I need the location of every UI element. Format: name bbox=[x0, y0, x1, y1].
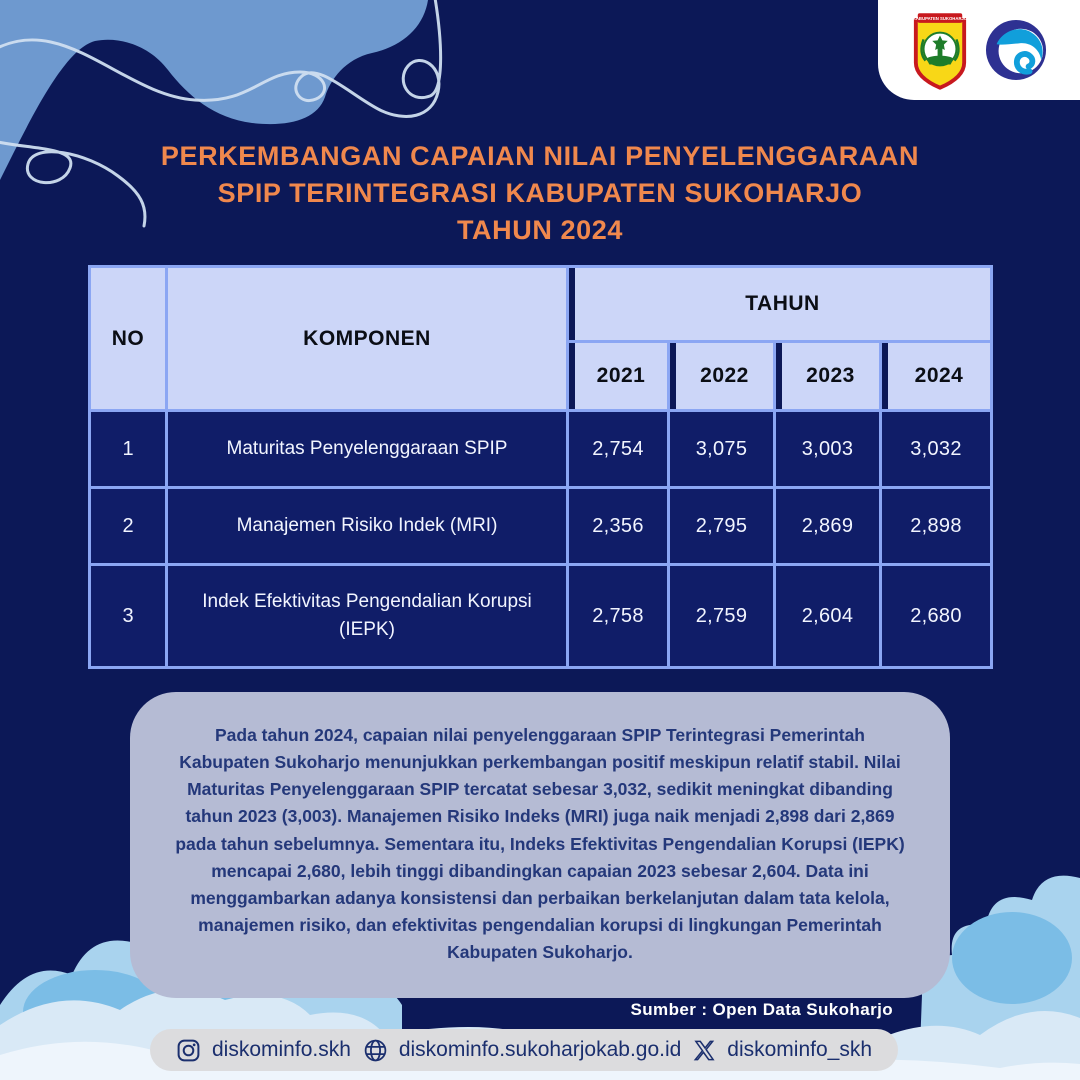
footer-bar bbox=[150, 1029, 898, 1071]
globe-icon bbox=[363, 1038, 388, 1063]
col-header-year-2021: 2021 bbox=[569, 343, 667, 409]
page-title-line-1: PERKEMBANGAN CAPAIAN NILAI PENYELENGGARAAN bbox=[160, 141, 920, 171]
table-row-1-value-2023: 3,003 bbox=[776, 412, 879, 486]
contact-instagram bbox=[176, 1038, 351, 1063]
contact-website bbox=[363, 1038, 682, 1063]
summary-box bbox=[130, 692, 950, 998]
table-row-2-value-2022: 2,795 bbox=[670, 489, 773, 563]
page-title bbox=[0, 138, 1080, 249]
sukoharjo-banner-text: KABUPATEN SUKOHARJO bbox=[912, 16, 968, 22]
table-row-3-no: 3 bbox=[91, 566, 165, 666]
col-header-tahun: TAHUN bbox=[569, 268, 990, 340]
kabupaten-sukoharjo-logo bbox=[911, 10, 969, 90]
table-row-2-no: 2 bbox=[91, 489, 165, 563]
instagram-icon bbox=[176, 1038, 201, 1063]
col-header-year-2023: 2023 bbox=[776, 343, 879, 409]
contact-website-label: diskominfo.sukoharjokab.go.id bbox=[398, 1038, 682, 1061]
x-twitter-icon bbox=[693, 1039, 716, 1062]
table-row-1-value-2024: 3,032 bbox=[882, 412, 990, 486]
table-row-2-value-2024: 2,898 bbox=[882, 489, 990, 563]
source-label: Sumber : Open Data Sukoharjo bbox=[630, 1000, 893, 1019]
col-header-komponen: KOMPONEN bbox=[168, 268, 566, 409]
page-title-line-2: SPIP TERINTEGRASI KABUPATEN SUKOHARJO bbox=[217, 178, 863, 208]
table-row-1-value-2022: 3,075 bbox=[670, 412, 773, 486]
table-row-3-value-2023: 2,604 bbox=[776, 566, 879, 666]
col-header-year-2024: 2024 bbox=[882, 343, 990, 409]
table-row-2-value-2021: 2,356 bbox=[569, 489, 667, 563]
page-title-line-3: TAHUN 2024 bbox=[456, 215, 624, 245]
table-row-2-value-2023: 2,869 bbox=[776, 489, 879, 563]
kominfo-logo bbox=[985, 19, 1047, 81]
cloud-patch bbox=[952, 912, 1072, 1004]
contact-x bbox=[693, 1038, 872, 1062]
col-header-year-2022: 2022 bbox=[670, 343, 773, 409]
table-row-3-komponen: Indek Efektivitas Pengendalian Korupsi (IEPK) bbox=[168, 566, 566, 666]
contact-x-label: diskominfo_skh bbox=[727, 1038, 872, 1061]
col-header-no: NO bbox=[91, 268, 165, 409]
data-table bbox=[88, 265, 993, 669]
table-row-2-komponen: Manajemen Risiko Indek (MRI) bbox=[168, 489, 566, 563]
table-row-1-no: 1 bbox=[91, 412, 165, 486]
table-row-3-value-2024: 2,680 bbox=[882, 566, 990, 666]
contact-instagram-label: diskominfo.skh bbox=[212, 1038, 351, 1061]
table-row-3-value-2022: 2,759 bbox=[670, 566, 773, 666]
table-row-1-komponen: Maturitas Penyelenggaraan SPIP bbox=[168, 412, 566, 486]
logo-card bbox=[878, 0, 1080, 100]
table-row-3-value-2021: 2,758 bbox=[569, 566, 667, 666]
table-row-1-value-2021: 2,754 bbox=[569, 412, 667, 486]
summary-text: Pada tahun 2024, capaian nilai penyelenggaraan SPIP Terintegrasi Pemerintah Kabupaten Sukoharjo menunjukkan perkembangan positif meskipun relatif stabil. Nilai Maturitas Penyelenggaraan SPIP tercatat sebesar 3,032, sedikit meningkat dibanding tahun 2023 (3,003). Manajemen Risiko Indeks (MRI) juga naik menjadi 2,898 dari 2,869 pada tahun sebelumnya. Sementara itu, Indeks Efektivitas Pengendalian Korupsi (IEPK) mencapai 2,680, lebih tinggi dibandingkan capaian 2023 sebesar 2,604. Data ini menggambarkan adanya konsistensi dan perbaikan berkelanjutan dalam tata kelola, manajemen risiko, dan efektivitas pengendalian korupsi di lingkungan Pemerintah Kabupaten Sukoharjo. bbox=[175, 725, 905, 962]
